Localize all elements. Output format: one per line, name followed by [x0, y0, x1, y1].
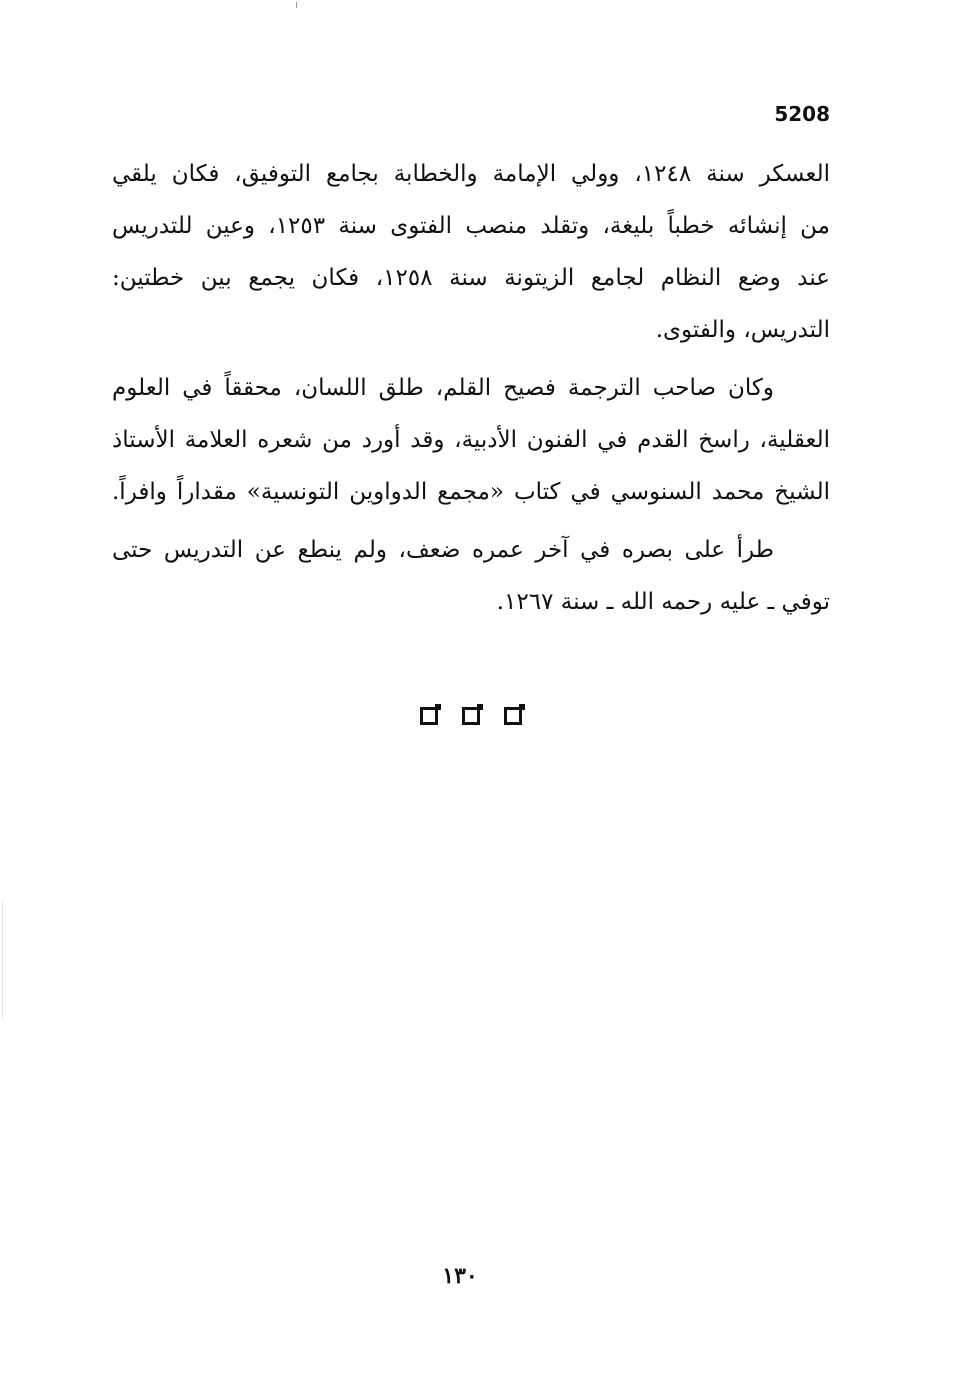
text-line: الشيخ محمد السنوسي في كتاب «مجمع الدواوين التونسية» مقداراً وافراً. [112, 479, 830, 505]
ornament-square-icon [420, 707, 438, 725]
text-line: التدريس، والفتوى. [655, 317, 830, 343]
body-text [112, 148, 830, 634]
ornament-square-icon [504, 707, 522, 725]
text-line: العقلية، راسخ القدم في الفنون الأدبية، وقد أورد من شعره العلامة الأستاذ [112, 427, 830, 453]
text-line: توفي ـ عليه رحمه الله ـ سنة ١٢٦٧. [496, 589, 830, 615]
paragraph-3 [112, 524, 830, 628]
paragraph-2 [112, 362, 830, 518]
text-line: طرأ على بصره في آخر عمره ضعف، ولم ينطع عن التدريس حتى [112, 537, 774, 563]
page-edge-line [2, 900, 3, 1020]
scan-mark [296, 2, 297, 8]
text-line: وكان صاحب الترجمة فصيح القلم، طلق اللسان، محققاً في العلوم [112, 375, 774, 401]
ornament-square-icon [462, 707, 480, 725]
text-line: عند وضع النظام لجامع الزيتونة سنة ١٢٥٨، فكان يجمع بين خطتين: [112, 265, 830, 291]
text-line: العسكر سنة ١٢٤٨، وولي الإمامة والخطابة بجامع التوفيق، فكان يلقي [112, 161, 830, 187]
paragraph-1 [112, 148, 830, 356]
section-ornament [420, 707, 522, 731]
text-line: من إنشائه خطباً بليغة، وتقلد منصب الفتوى سنة ١٢٥٣، وعين للتدريس [112, 213, 830, 239]
reference-number: 5208 [774, 102, 830, 126]
page-number: ١٣٠ [442, 1263, 478, 1289]
